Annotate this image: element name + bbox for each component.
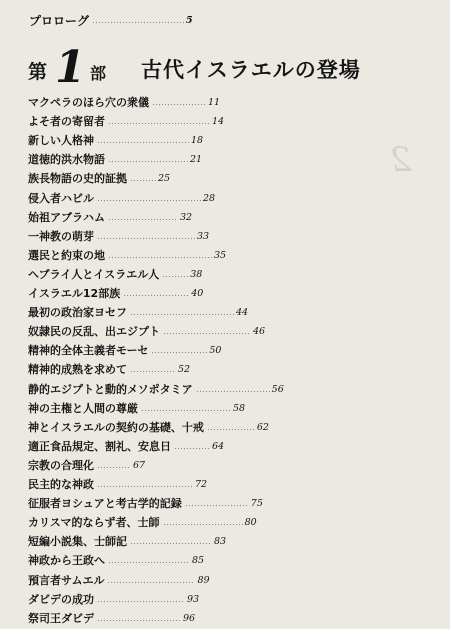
entry-page-number: 56 [271, 383, 284, 395]
entry-page-number: 67 [133, 459, 146, 471]
entry-page-number: 64 [212, 440, 225, 452]
leader-dots [97, 142, 189, 143]
entry-title: 神とイスラエルの契約の基礎、十戒 [28, 420, 204, 434]
entry-page-number: 35 [214, 249, 227, 261]
entry-page-number: 93 [187, 593, 200, 605]
entry-title: 一神教の萌芽 [28, 229, 94, 243]
entry-page-number: 18 [191, 135, 204, 147]
leader-dots [163, 524, 243, 525]
entry-title: 道徳的洪水物語 [28, 153, 105, 167]
entry-title: 静的エジプトと動的メソポタミア [28, 382, 193, 396]
toc-entry[interactable] [28, 322, 265, 342]
toc-entry[interactable] [28, 494, 263, 514]
entry-title: 適正食品規定、割礼、安息日 [28, 439, 171, 453]
leader-dots [108, 161, 188, 162]
leader-dots [97, 467, 131, 468]
entry-title: ヘブライ人とイスラエル人 [28, 267, 160, 281]
leader-dots [108, 562, 190, 563]
leader-dots [162, 276, 188, 277]
entry-page-number: 14 [212, 116, 225, 128]
leader-dots [130, 180, 156, 181]
entry-title: 侵入者ハビル [28, 191, 94, 205]
entry-page-number: 58 [233, 402, 246, 414]
part-suffix: 部 [90, 64, 107, 83]
toc-entry[interactable] [28, 303, 248, 323]
toc-entry[interactable] [28, 246, 226, 266]
entry-title: 短編小説集、士師記 [28, 535, 127, 549]
entry-title: 宗教の合理化 [28, 458, 94, 472]
prologue-page: 5 [186, 15, 193, 26]
entry-page-number: 50 [209, 345, 222, 357]
entry-title: 神政から王政へ [28, 554, 105, 568]
leader-dots [97, 486, 193, 487]
toc-entry[interactable] [28, 399, 245, 419]
leader-dots [97, 601, 185, 602]
prologue-title: プロローグ [29, 14, 90, 28]
entry-title: カリスマ的ならず者、士師 [28, 516, 160, 530]
entry-page-number: 96 [183, 612, 196, 624]
leader-dots [123, 295, 189, 296]
toc-entry[interactable] [28, 169, 170, 189]
entry-title: よそ者の寄留者 [28, 115, 105, 129]
entry-page-number: 83 [214, 536, 227, 548]
toc-entry[interactable] [28, 360, 190, 380]
part-prefix: 第 [28, 61, 48, 83]
leader-dots [107, 582, 195, 583]
toc-entry[interactable] [28, 150, 202, 170]
toc-entry[interactable] [28, 265, 202, 285]
entry-title: 始祖アブラハム [28, 210, 105, 224]
entry-page-number: 85 [192, 555, 205, 567]
reverse-part-mark: 2 [390, 140, 412, 180]
toc-entry[interactable] [28, 437, 224, 457]
entry-title: 征服者ヨシュアと考古学的記録 [28, 497, 182, 511]
entry-page-number: 75 [250, 498, 263, 510]
toc-entry[interactable] [28, 418, 269, 438]
entry-title: 祭司王ダビデ [28, 611, 94, 625]
entry-page-number: 38 [190, 268, 203, 280]
toc-entry[interactable] [28, 284, 203, 304]
entry-page-number: 25 [158, 173, 171, 185]
entry-title: マクペラのほら穴の衆儀 [28, 96, 149, 109]
part-number: 1 [55, 42, 86, 93]
entry-title: 精神的全体主義者モーセ [28, 344, 149, 358]
toc-entry[interactable] [28, 513, 257, 533]
toc-entry[interactable] [28, 475, 207, 495]
entry-page-number: 46 [253, 326, 266, 338]
entry-title: 族長物語の史的証拠 [28, 172, 127, 186]
leader-dots [130, 371, 176, 372]
entry-page-number: 72 [195, 479, 208, 490]
leader-dots [196, 391, 270, 392]
leader-dots [97, 620, 181, 621]
leader-dots [152, 104, 206, 105]
toc-entry[interactable] [28, 532, 226, 552]
entry-title: 奴隷民の反乱、出エジプト [28, 325, 160, 339]
toc-entry[interactable] [28, 208, 192, 228]
toc-entry[interactable] [28, 227, 209, 247]
entry-page-number: 28 [203, 192, 216, 204]
leader-dots [141, 410, 231, 411]
toc-entry[interactable] [28, 609, 195, 629]
entry-page-number: 89 [197, 574, 210, 586]
leader-dots [207, 429, 255, 430]
entry-page-number: 21 [190, 154, 203, 166]
entry-page-number: 11 [208, 97, 221, 108]
toc-entry[interactable] [28, 456, 145, 476]
toc-entry[interactable] [28, 551, 204, 571]
entry-title: 預言者サムエル [28, 573, 105, 587]
leader-dots [174, 448, 210, 449]
leader-dots [185, 505, 249, 506]
leader-dots [97, 238, 195, 239]
entry-page-number: 52 [178, 364, 191, 376]
toc-entry[interactable] [28, 571, 210, 591]
toc-entry[interactable] [28, 131, 203, 151]
toc-entry[interactable] [28, 112, 224, 132]
entry-title: 民主的な神政 [28, 478, 94, 491]
entry-title: イスラエル12部族 [28, 287, 121, 300]
entry-page-number: 40 [191, 288, 204, 299]
leader-dots [92, 22, 184, 23]
toc-entry[interactable] [28, 189, 215, 209]
entry-title: 選民と約束の地 [28, 248, 105, 262]
entry-page-number: 62 [256, 421, 269, 433]
leader-dots [108, 123, 210, 124]
entry-title: ダビデの成功 [28, 592, 94, 606]
leader-dots [97, 200, 201, 201]
entry-page-number: 32 [180, 211, 193, 223]
toc-entry[interactable] [28, 341, 221, 361]
entry-page-number: 80 [244, 517, 257, 529]
leader-dots [108, 257, 212, 258]
leader-dots [130, 314, 234, 315]
entry-title: 最初の政治家ヨセフ [28, 306, 127, 320]
toc-entry[interactable] [28, 93, 220, 113]
toc-entry[interactable] [28, 380, 284, 400]
entry-page-number: 44 [236, 307, 249, 319]
leader-dots [108, 219, 178, 220]
part-title: 古代イスラエルの登場 [141, 57, 361, 82]
entry-title: 神の主権と人間の尊厳 [28, 401, 138, 415]
leader-dots [163, 333, 251, 334]
entry-title: 精神的成熟を求めて [28, 363, 127, 377]
entry-page-number: 33 [197, 230, 210, 242]
leader-dots [130, 543, 212, 544]
toc-entry-prologue[interactable] [29, 11, 193, 31]
entry-title: 新しい人格神 [28, 134, 94, 148]
leader-dots [151, 352, 207, 353]
